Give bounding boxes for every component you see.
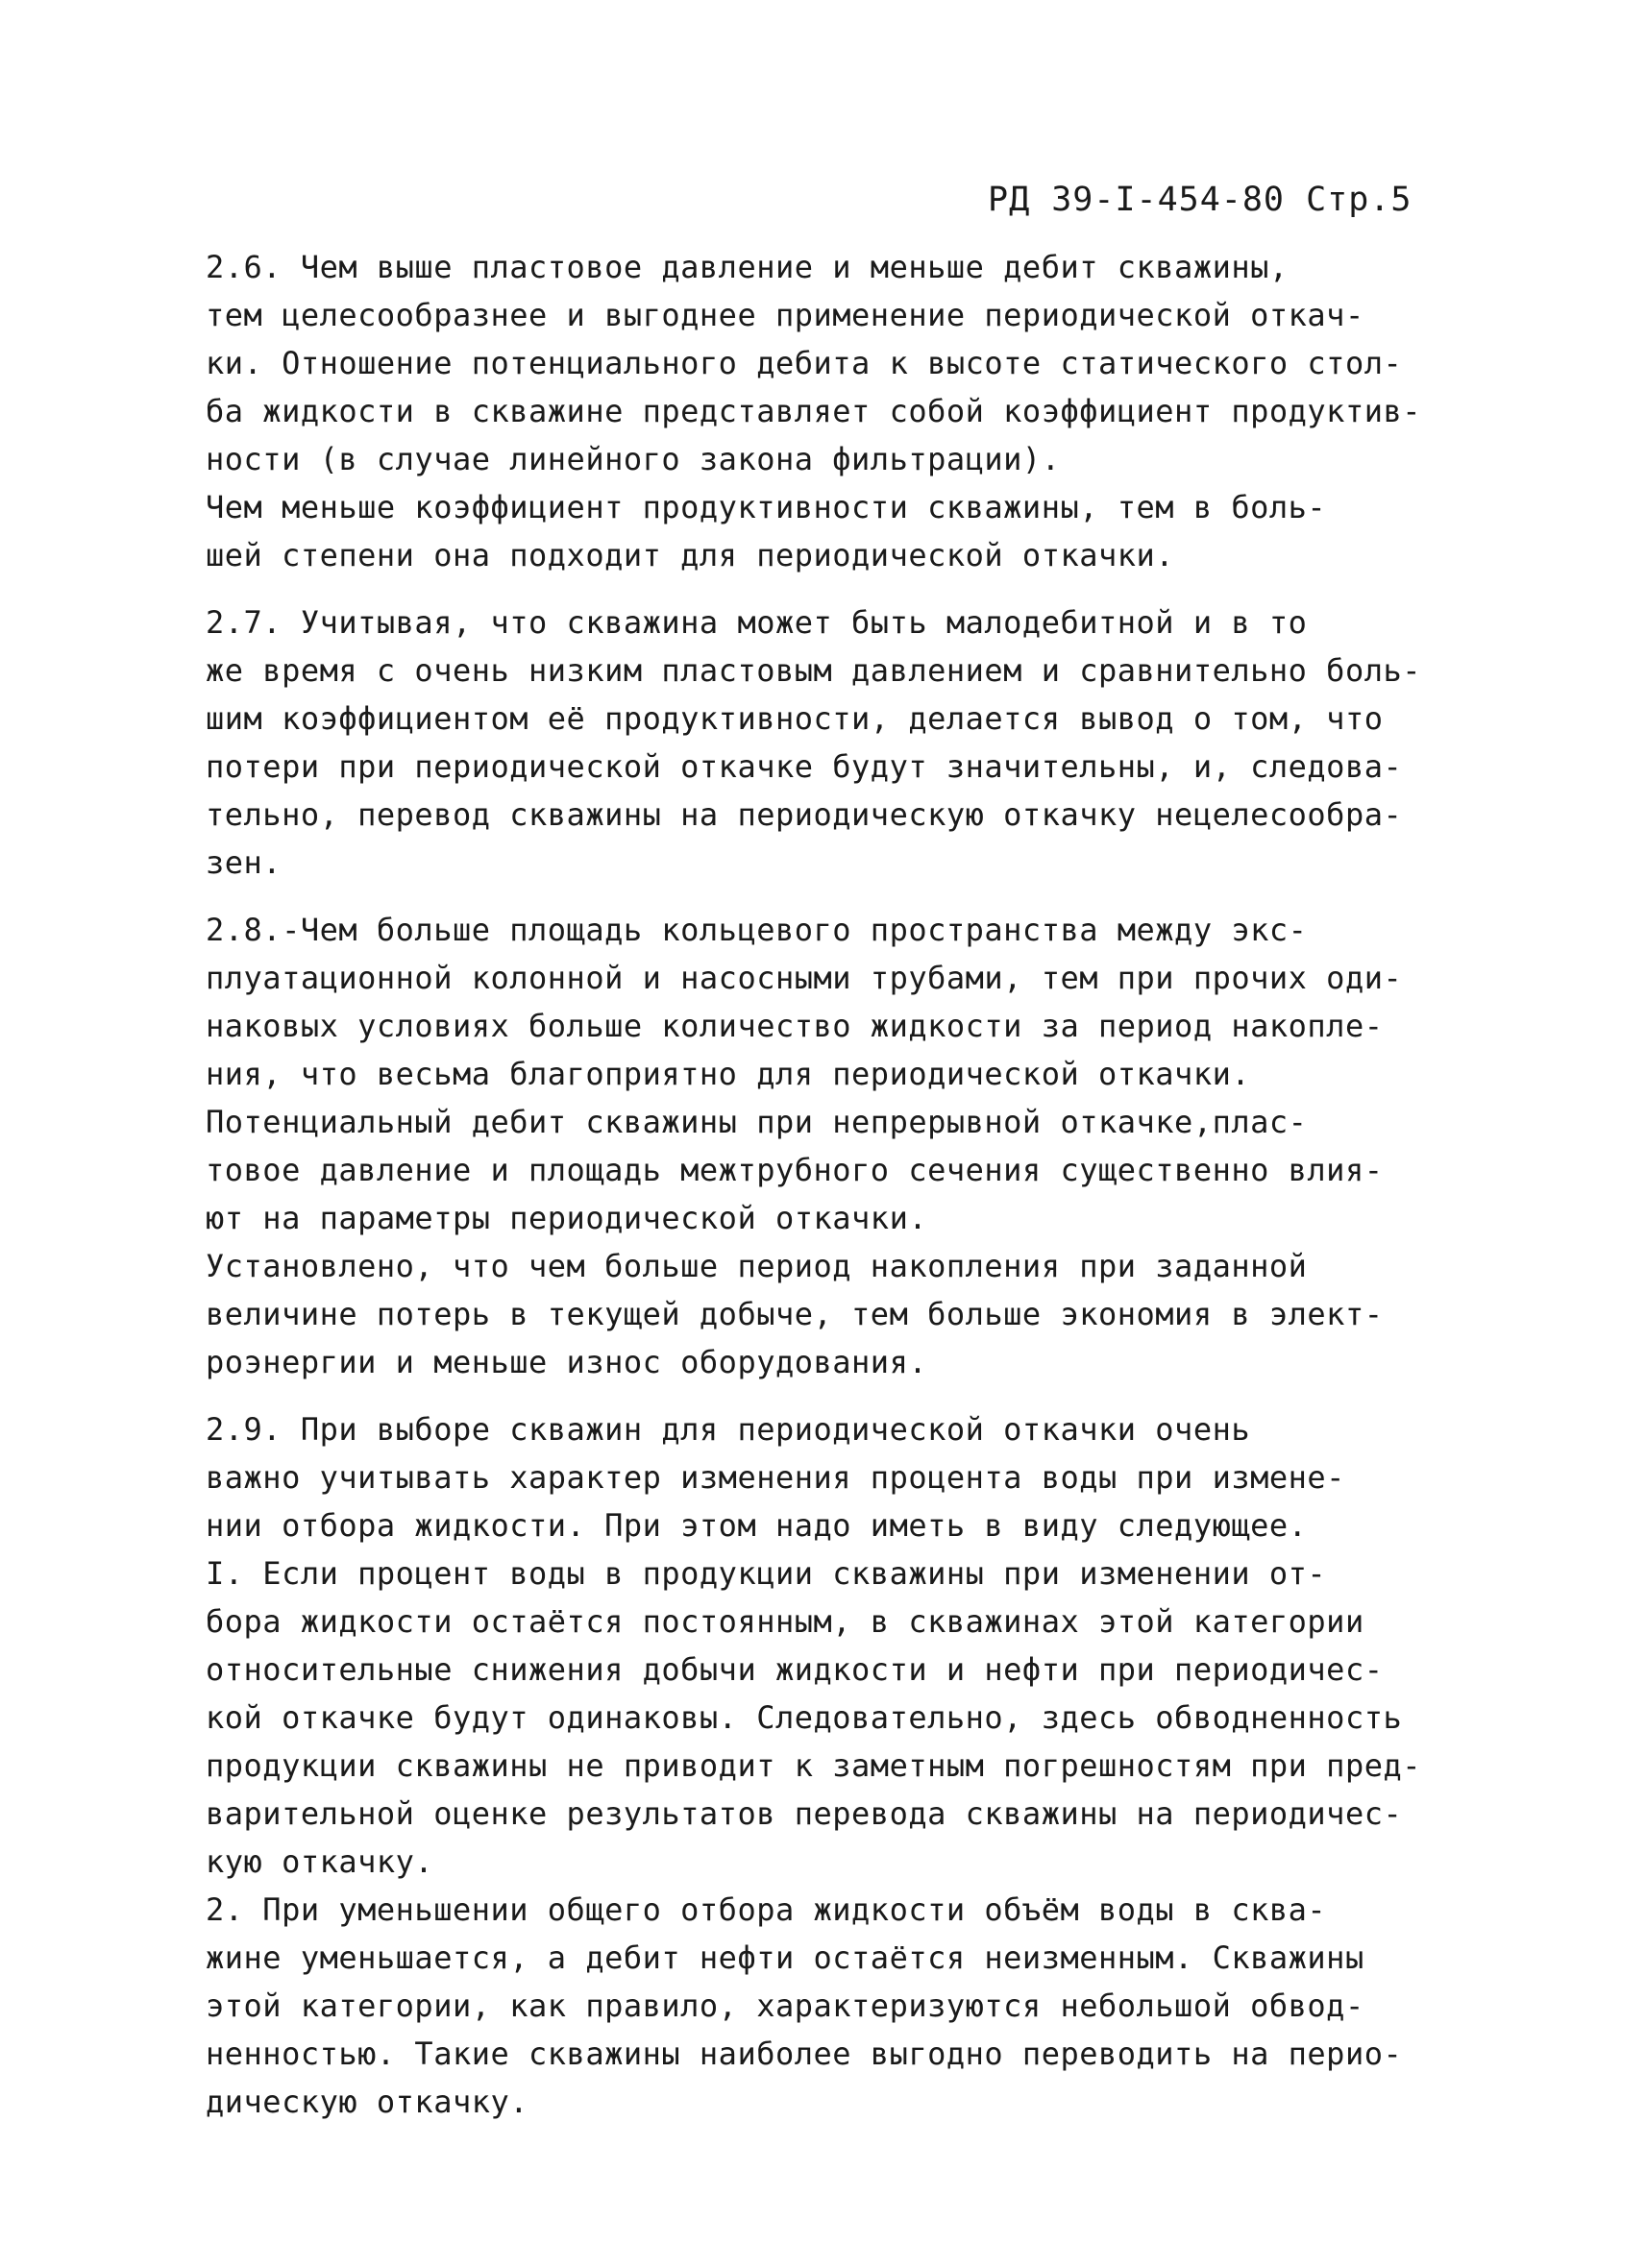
text-line: тем целесообразнее и выгоднее применение периодической откач- bbox=[206, 297, 1364, 333]
text-line: кую откачку. bbox=[206, 1843, 434, 1880]
text-line: ют на параметры периодической откачки. bbox=[206, 1200, 928, 1236]
text-line: нии отбора жидкости. При этом надо иметь в виду следующее. bbox=[206, 1507, 1308, 1544]
text-line: 2.6. Чем выше пластовое давление и меньше дебит скважины, bbox=[206, 249, 1289, 285]
text-line: наковых условиях больше количество жидкости за период накопле- bbox=[206, 1008, 1384, 1044]
text-line: плуатационной колонной и насосными трубами, тем при прочих оди- bbox=[206, 960, 1403, 996]
text-line: этой категории, как правило, характеризуются небольшой обвод- bbox=[206, 1988, 1364, 2024]
page-header: РД 39-I-454-80 Стр.5 bbox=[988, 181, 1413, 219]
text-line: кой откачке будут одинаковы. Следовательно, здесь обводненность bbox=[206, 1699, 1403, 1736]
text-line: ненностью. Такие скважины наиболее выгодно переводить на перио- bbox=[206, 2036, 1403, 2072]
text-line: зен. bbox=[206, 844, 283, 881]
text-line: ба жидкости в скважине представляет собой коэффициент продуктив- bbox=[206, 393, 1421, 429]
text-line: варительной оценке результатов перевода скважины на периодичес- bbox=[206, 1795, 1403, 1832]
text-line: тельно, перевод скважины на периодическую откачку нецелесообра- bbox=[206, 796, 1403, 833]
text-line: относительные снижения добычи жидкости и нефти при периодичес- bbox=[206, 1651, 1384, 1688]
text-line: ки. Отношение потенциального дебита к высоте статического стол- bbox=[206, 345, 1403, 381]
text-line: дическую откачку. bbox=[206, 2084, 529, 2120]
text-line: шим коэффициентом её продуктивности, делается вывод о том, что bbox=[206, 700, 1384, 737]
text-line: потери при периодической откачке будут значительны, и, следова- bbox=[206, 748, 1403, 785]
text-line: Чем меньше коэффициент продуктивности скважины, тем в боль- bbox=[206, 489, 1327, 525]
text-line: Установлено, что чем больше период накопления при заданной bbox=[206, 1248, 1308, 1284]
text-line: жине уменьшается, а дебит нефти остаётся неизменным. Скважины bbox=[206, 1939, 1364, 1976]
text-line: бора жидкости остаётся постоянным, в скважинах этой категории bbox=[206, 1603, 1364, 1640]
text-line: 2.8.-Чем больше площадь кольцевого пространства между экс- bbox=[206, 912, 1308, 948]
text-line: Потенциальный дебит скважины при непрерывной откачке,плас- bbox=[206, 1104, 1308, 1140]
text-line: 2.9. При выборе скважин для периодической откачки очень bbox=[206, 1411, 1251, 1448]
text-line: роэнергии и меньше износ оборудования. bbox=[206, 1344, 928, 1380]
text-line: I. Если процент воды в продукции скважины при изменении от- bbox=[206, 1555, 1327, 1592]
text-line: 2. При уменьшении общего отбора жидкости объём воды в сква- bbox=[206, 1891, 1327, 1928]
text-line: же время с очень низким пластовым давлением и сравнительно боль- bbox=[206, 652, 1421, 689]
text-line: шей степени она подходит для периодической откачки. bbox=[206, 537, 1175, 573]
text-line: продукции скважины не приводит к заметным погрешностям при пред- bbox=[206, 1747, 1421, 1784]
text-line: ния, что весьма благоприятно для периодической откачки. bbox=[206, 1056, 1251, 1092]
text-line: важно учитывать характер изменения процента воды при измене- bbox=[206, 1459, 1345, 1496]
text-line: величине потерь в текущей добыче, тем больше экономия в элект- bbox=[206, 1296, 1384, 1332]
text-line: ности (в случае линейного закона фильтрации). bbox=[206, 441, 1061, 477]
text-line: товое давление и площадь межтрубного сечения существенно влия- bbox=[206, 1152, 1384, 1188]
text-line: 2.7. Учитывая, что скважина может быть малодебитной и в то bbox=[206, 604, 1308, 641]
